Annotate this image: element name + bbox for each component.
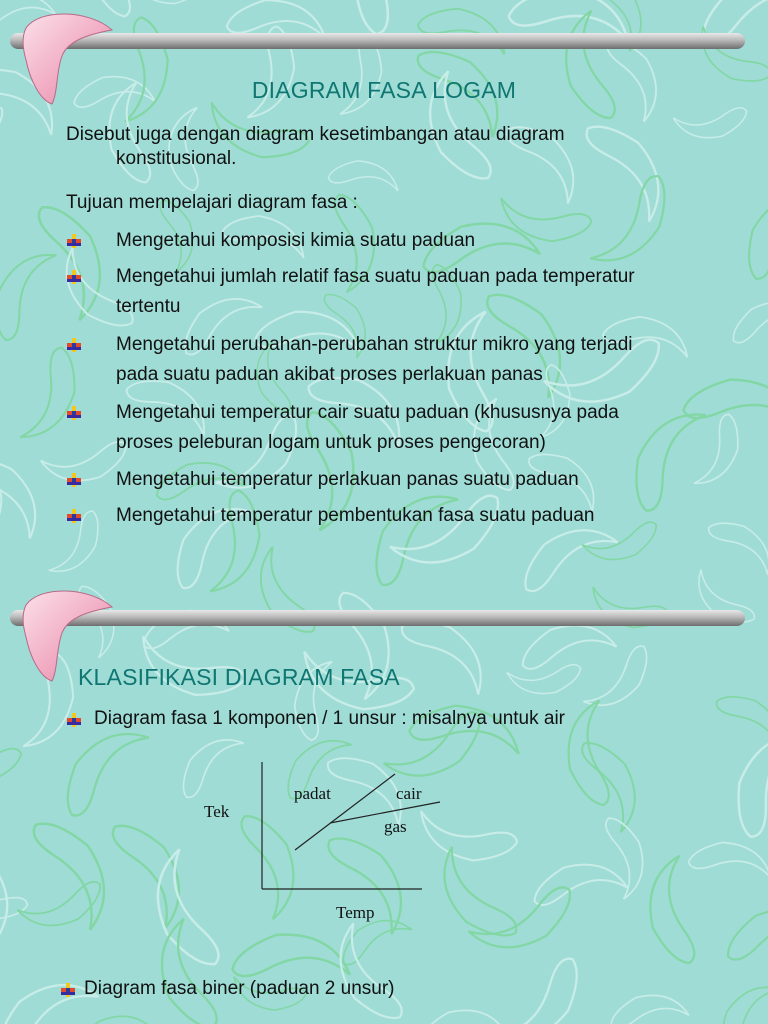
bullet-text: Mengetahui perubahan-perubahan struktur mikro yang terjadi — [116, 334, 633, 355]
bullet-text: Diagram fasa biner (paduan 2 unsur) — [84, 978, 395, 999]
cross-bullet-icon — [66, 337, 82, 353]
x-axis-label: Temp — [336, 903, 375, 922]
intro-paragraph — [66, 123, 706, 171]
bullet-text-cont: pada suatu paduan akibat proses perlakuan panas — [116, 364, 543, 385]
cross-bullet-icon — [66, 233, 82, 249]
intro-line-2: konstitusional. — [116, 148, 237, 169]
cross-bullet-icon — [60, 982, 76, 998]
phase-diagram — [190, 752, 480, 932]
bullet-text: Mengetahui temperatur cair suatu paduan (khususnya pada — [116, 402, 619, 423]
cross-bullet-icon — [66, 405, 82, 421]
phase-diagram-lines — [190, 752, 480, 932]
bullet-text: Mengetahui temperatur perlakuan panas suatu paduan — [116, 469, 579, 490]
bullet-text: Diagram fasa 1 komponen / 1 unsur : misalnya untuk air — [94, 708, 566, 729]
cross-bullet-icon — [66, 712, 82, 728]
cross-bullet-icon — [66, 269, 82, 285]
slide-2-title: KLASIFIKASI DIAGRAM FASA — [78, 664, 400, 690]
region-solid-label: padat — [294, 784, 331, 803]
region-gas-label: gas — [384, 817, 407, 836]
region-liquid-label: cair — [396, 784, 422, 803]
bullet-text: Mengetahui komposisi kimia suatu paduan — [116, 230, 476, 251]
bullet-text-cont: proses peleburan logam untuk proses pengecoran) — [116, 432, 546, 453]
bullet-text-cont: tertentu — [116, 296, 181, 317]
slide-1-title: DIAGRAM FASA LOGAM — [251, 77, 517, 103]
intro-line-1: Disebut juga dengan diagram kesetimbangan atau diagram — [66, 124, 565, 145]
cross-bullet-icon — [66, 472, 82, 488]
bullet-text: Mengetahui jumlah relatif fasa suatu paduan pada temperatur — [116, 266, 635, 287]
slide-2 — [0, 512, 768, 1024]
purpose-label: Tujuan mempelajari diagram fasa : — [66, 192, 358, 213]
y-axis-label: Tek — [204, 802, 230, 821]
bullet-text: Mengetahui temperatur pembentukan fasa suatu paduan — [116, 505, 595, 526]
